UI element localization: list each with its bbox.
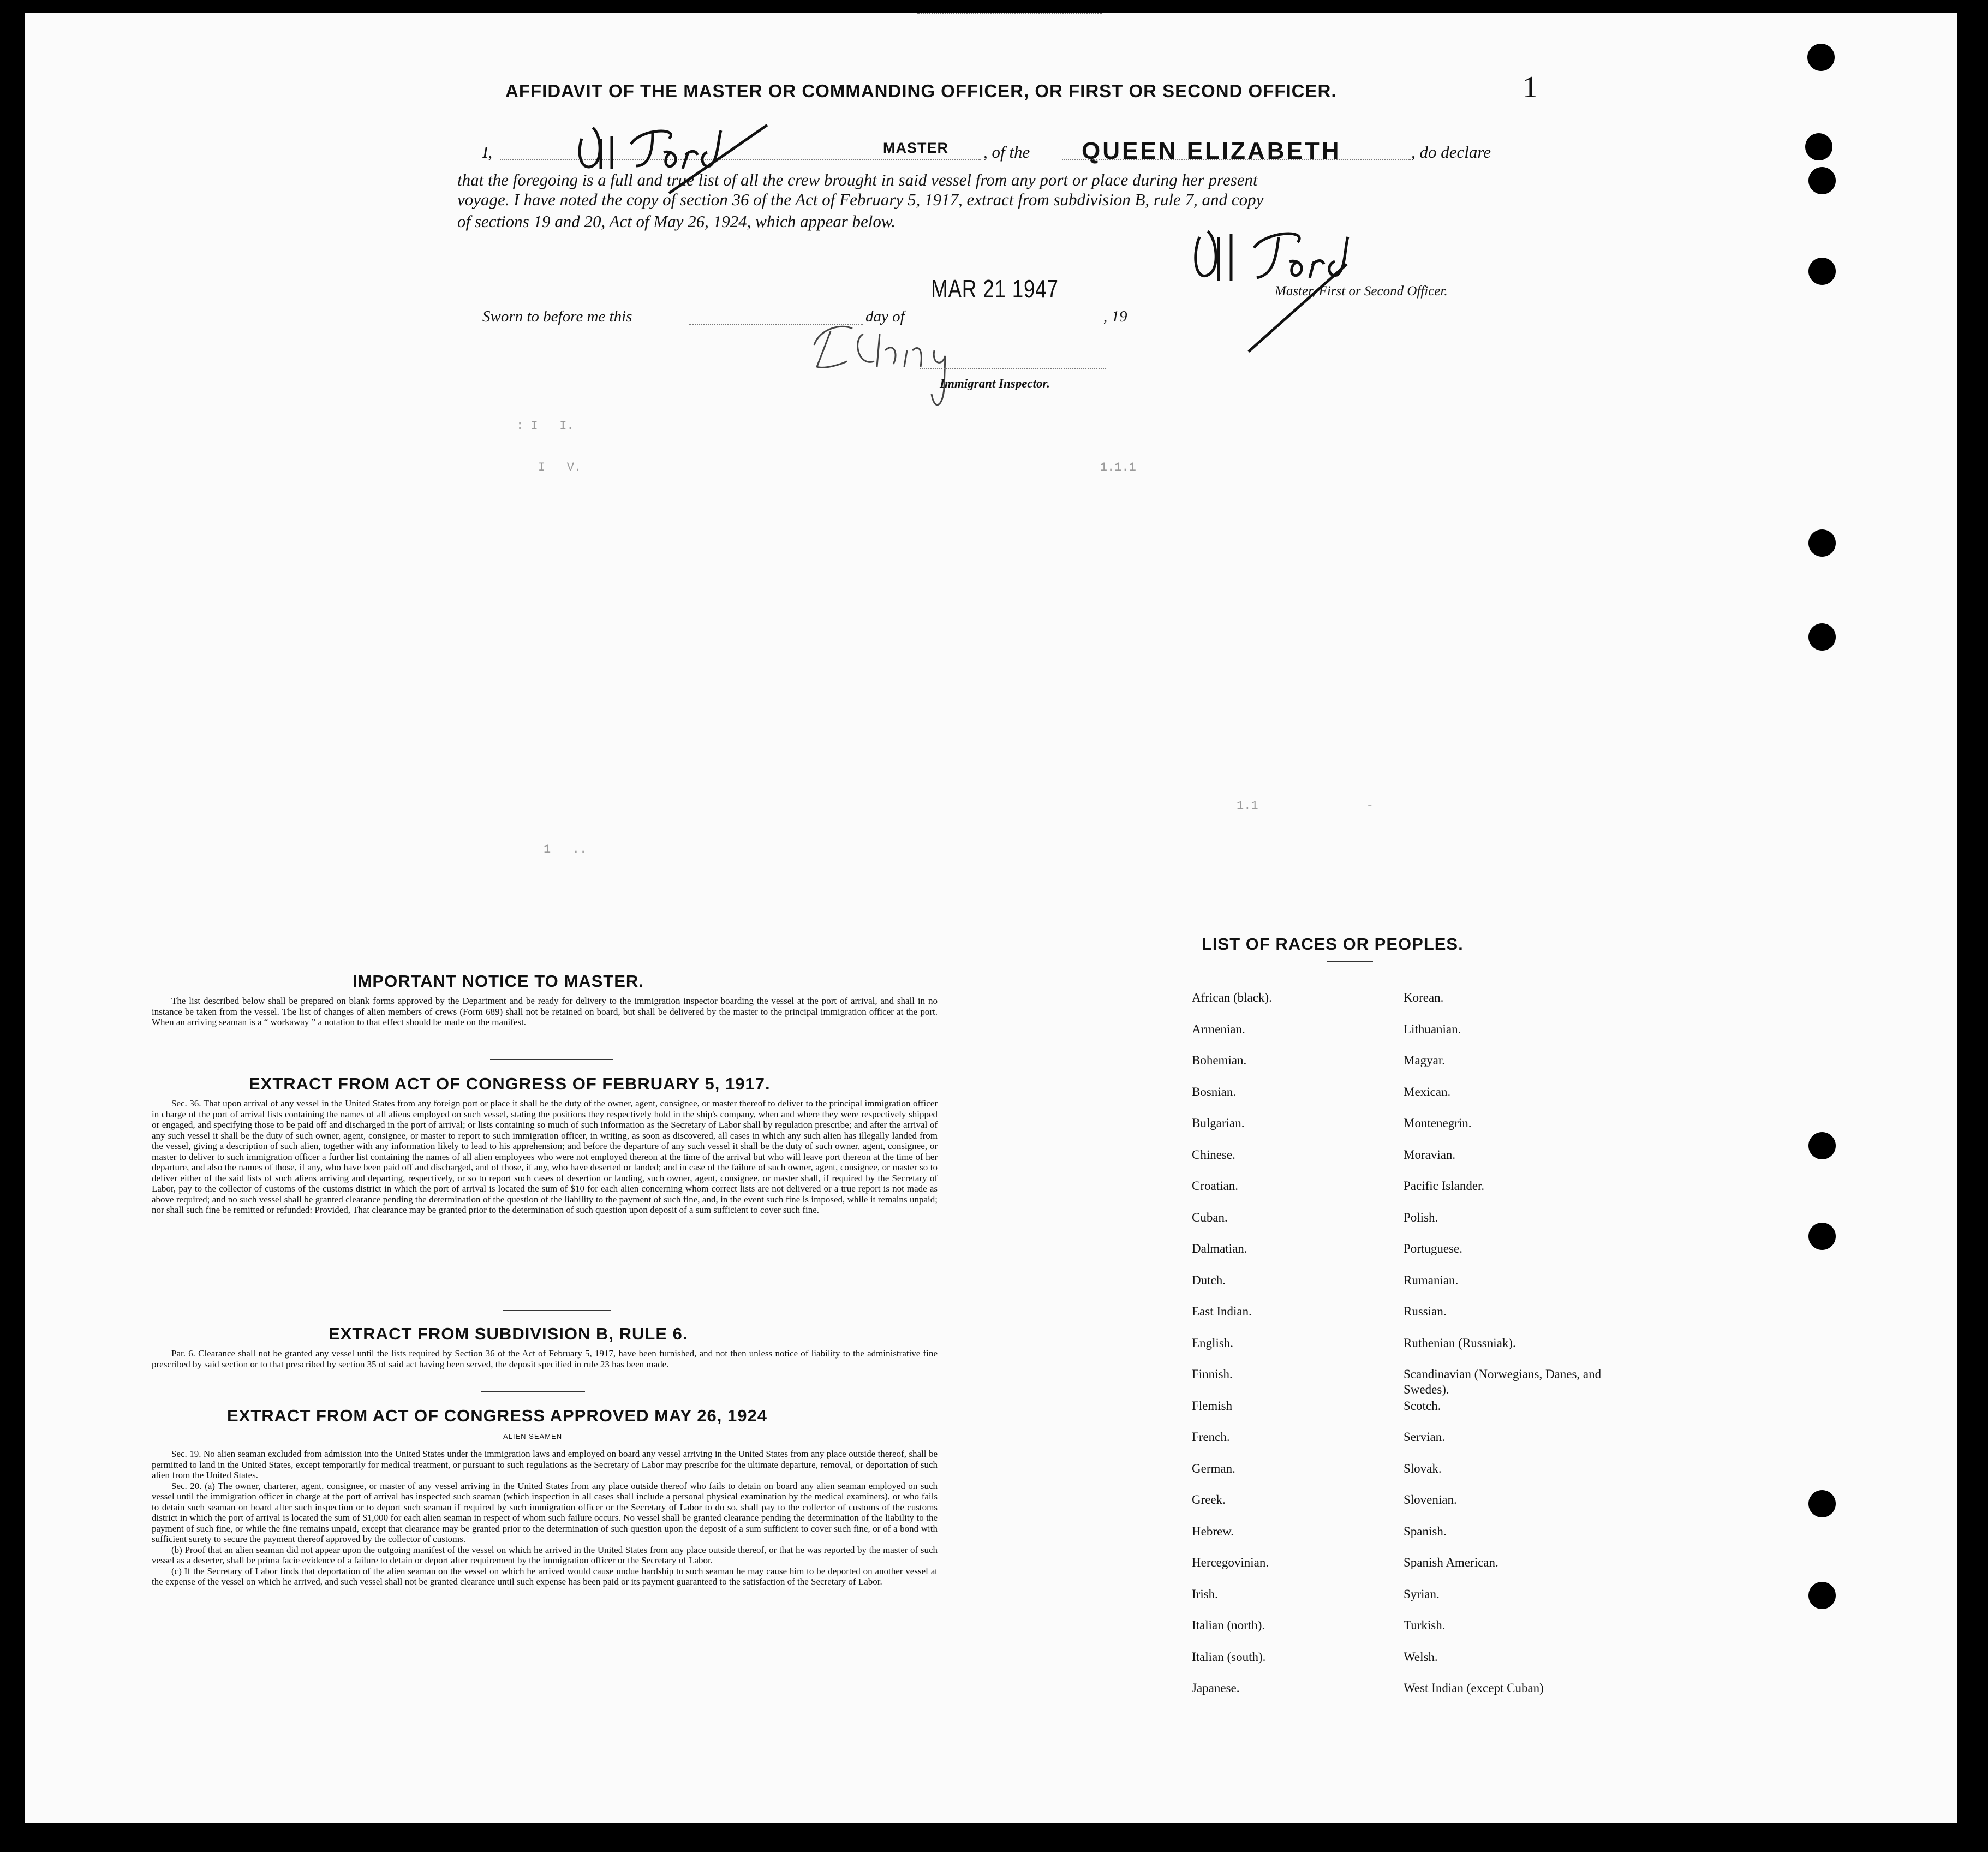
race-item: Armenian. [1192, 1022, 1245, 1036]
race-item: Montenegrin. [1404, 1116, 1472, 1130]
punch-hole [1808, 623, 1836, 651]
race-item: French. [1192, 1430, 1230, 1444]
race-item: Italian (north). [1192, 1618, 1265, 1632]
punch-hole [1808, 1223, 1836, 1250]
divider [503, 1310, 611, 1311]
of-the-text: , of the [983, 142, 1030, 162]
sec20a-paragraph: Sec. 20. (a) The owner, charterer, agent, consignee, or master of any vessel arriving in the United States from any place outside thereof who fails to detain on board any alien seaman employed on such vessel until the immigration officer in charge at the port of arrival has inspected such seaman (which inspection in all cases shall include a personal physical examination by the medical examiners), or who fails to detain such seaman on board after such inspection or to deport such seaman if required by such immigration officer or the Secretary of Labor to do so, shall pay to the collector of customs of the customs district in which the port of arrival is located the sum of $1,000 for each alien seaman in respect of whom such failure occurs. No vessel shall be granted clearance pending the determination of the liability to the payment of such fine, or while the fine remains unpaid, except that clearance may be granted prior to the determination of such question upon the deposit of a sum sufficient to cover such fine, or of a bond with sufficient surety to secure the payment thereof approved by the collector of customs. [152, 1480, 938, 1544]
divider [481, 1391, 585, 1392]
day-of-text: day of [865, 308, 905, 325]
race-item: Irish. [1192, 1587, 1218, 1601]
race-item: Portuguese. [1404, 1242, 1462, 1255]
race-item: Chinese. [1192, 1147, 1235, 1162]
race-item: Polish. [1404, 1210, 1438, 1224]
extract-1924-title: EXTRACT FROM ACT OF CONGRESS APPROVED MAY 26, 1924 [227, 1406, 767, 1425]
race-item: Welsh. [1404, 1649, 1438, 1664]
race-item: East Indian. [1192, 1305, 1252, 1318]
vessel-line [1062, 159, 1411, 160]
race-item: Finnish. [1192, 1367, 1233, 1381]
position-line [883, 159, 981, 160]
races-left-column [1192, 990, 1272, 1712]
race-item: West Indian (except Cuban) [1404, 1681, 1544, 1695]
race-item: Italian (south). [1192, 1649, 1266, 1664]
punch-hole [1808, 167, 1836, 194]
punch-hole [1808, 1582, 1836, 1609]
race-item: English. [1192, 1336, 1234, 1350]
race-item: Cuban. [1192, 1210, 1228, 1224]
race-item: Moravian. [1404, 1147, 1456, 1162]
race-item: Pacific Islander. [1404, 1179, 1485, 1193]
race-item: Ruthenian (Russniak). [1404, 1336, 1516, 1350]
year-prefix: , 19 [1103, 308, 1127, 325]
race-item: Rumanian. [1404, 1273, 1459, 1287]
divider [490, 1059, 613, 1060]
race-item: Spanish. [1404, 1524, 1447, 1538]
affidavit-lead-i: I, [482, 142, 493, 162]
punch-hole [1808, 1490, 1836, 1517]
race-item: Scotch. [1404, 1398, 1441, 1413]
affidavit-body-line2: voyage. I have noted the copy of section 36 of the Act of February 5, 1917, extract from subdivision B, rule 7, and copy [457, 190, 1264, 209]
race-item: Dutch. [1192, 1273, 1226, 1287]
bleed-through-marks: 1.1 - [1237, 799, 1374, 813]
races-title: LIST OF RACES OR PEOPLES. [1202, 934, 1464, 954]
extract-1917-text [152, 1098, 938, 1216]
notice-text [152, 996, 938, 1028]
race-item: Bosnian. [1192, 1085, 1237, 1099]
race-item: Magyar. [1404, 1053, 1446, 1067]
inspector-signature [798, 312, 1005, 421]
master-signature [571, 122, 800, 210]
race-item: Scandinavian (Norwegians, Danes, and Swedes). [1404, 1367, 1602, 1396]
punch-hole [1805, 133, 1832, 160]
race-item: Mexican. [1404, 1085, 1451, 1099]
race-item: Turkish. [1404, 1618, 1446, 1632]
do-declare-text: , do declare [1411, 142, 1491, 162]
extract-1917-paragraph: Sec. 36. That upon arrival of any vessel in the United States from any foreign port or place it shall be the duty of the owner, agent, consignee, or master thereof to deliver to the principal immigration officer in charge of the port of arrival lists containing the names of all aliens employed on such vessel, stating the positions they respectively hold in the ship's company, when and where they were respectively shipped or engaged, and specifying those to be paid off and discharged in the port of arrival; or lists containing so much of such information as the Secretary of Labor shall by regulation prescribe; and after the arrival of any such vessel it shall be the duty of such owner, agent, consignee, or master to report to such immigration officer, in writing, as soon as discovered, all cases in which any such alien has illegally landed from the vessel, giving a description of such alien, together with any information likely to lead to his apprehension; and before the departure of any such vessel it shall be the duty of such owner, agent, consignee, or master to deliver to such immigration officer a further list containing the names of all alien employees who were not employed thereon at the time of the arrival but who will leave port thereon at the time of her departure, and also the names of those, if any, who have been paid off and discharged, and of those, if any, who have deserted or landed; and in case of the failure of such owner, agent, consignee, or master so to deliver either of the said lists of such aliens arriving and departing, respectively, or so to report such cases of desertion or landing, such owner, agent, consignee, or master shall, if required by the Secretary of Labor, pay to the collector of customs of the customs district in which the port of arrival is located the sum of $10 for each alien concerning whom correct lists are not delivered or a true report is not made as above required; and no such vessel shall be granted clearance pending the determination of the question of the liability to the payment of such fine, and, in the event such fine is imposed, while it remains unpaid; nor shall such fine be remitted or refunded: Provided, That clearance may be granted prior to the determination of such question upon deposit of a sum sufficient to cover such fine. [152, 1098, 938, 1215]
sec19-paragraph: Sec. 19. No alien seaman excluded from admission into the United States under the immigration laws and employed on board any vessel arriving in the United States from any place outside thereof, shall be permitted to land in the United States, except temporarily for medical treatment, or pursuant to such regulations as the Secretary of Labor may prescribe for the ultimate departure, removal, or deportation of such alien from the United States. [152, 1449, 938, 1480]
rule6-paragraph: Par. 6. Clearance shall not be granted any vessel until the lists required by Section 36 of the Act of February 5, 1917, have been furnished, and not then unless notice of liability to the administrative fine prescribed by said section or to that prescribed by section 35 of said act having been served, the deposit specified in rule 23 has been made. [152, 1348, 938, 1369]
sworn-text: Sworn to before me this [482, 308, 632, 325]
races-right-column [1404, 990, 1622, 1712]
punch-hole [1808, 529, 1836, 557]
affidavit-body-line1: that the foregoing is a full and true list of all the crew brought in said vessel from any port or place during her present [457, 170, 1258, 189]
sworn-month-line [917, 13, 1102, 14]
page-number: 1 [1523, 70, 1538, 104]
race-item: Hebrew. [1192, 1524, 1234, 1538]
position-label: MASTER [883, 140, 948, 156]
race-item: Bohemian. [1192, 1053, 1247, 1067]
race-item: Flemish [1192, 1398, 1233, 1413]
race-item: Greek. [1192, 1493, 1226, 1506]
punch-hole [1807, 44, 1835, 71]
punch-hole [1808, 258, 1836, 285]
race-item: Japanese. [1192, 1681, 1240, 1695]
affidavit-body-line3: of sections 19 and 20, Act of May 26, 1924, which appear below. [457, 212, 896, 231]
race-item: Slovenian. [1404, 1493, 1457, 1506]
race-item: Bulgarian. [1192, 1116, 1245, 1130]
divider [1327, 961, 1373, 962]
rule6-text [152, 1348, 938, 1369]
vessel-name: QUEEN ELIZABETH [1082, 138, 1341, 164]
signer-title: Master, First or Second Officer. [1275, 284, 1448, 299]
document-page [25, 13, 1957, 1823]
race-item: Hercegovinian. [1192, 1556, 1269, 1569]
inspector-title: Immigrant Inspector. [940, 377, 1050, 390]
extract-1924-subtitle: ALIEN SEAMEN [503, 1432, 563, 1440]
rule6-title: EXTRACT FROM SUBDIVISION B, RULE 6. [329, 1324, 688, 1343]
sec20c-paragraph: (c) If the Secretary of Labor finds that deportation of the alien seaman on the vessel on which he arrived would cause undue hardship to such seaman he may cause him to be deported on another vessel at the expense of the vessel on which he arrived, and such vessel shall not be granted clearance until such expense has been paid or its payment guaranteed to the satisfaction of the Secretary of Labor. [152, 1565, 938, 1587]
race-item: Korean. [1404, 991, 1444, 1004]
notice-title: IMPORTANT NOTICE TO MASTER. [353, 972, 644, 991]
sec20b-paragraph: (b) Proof that an alien seaman did not appear upon the outgoing manifest of the vessel on which he arrived in the United States from any place outside thereof, or that he was reported by the master of such vessel as a deserter, shall be prima facie evidence of a failure to detain or deport after requirement by the immigration officer or the Secretary of Labor. [152, 1544, 938, 1565]
race-item: Croatian. [1192, 1179, 1238, 1193]
race-item: African (black). [1192, 991, 1272, 1004]
race-item: Syrian. [1404, 1587, 1440, 1601]
race-item: German. [1192, 1461, 1235, 1475]
bleed-through-marks: : I I. [516, 419, 574, 433]
extract-1917-title: EXTRACT FROM ACT OF CONGRESS OF FEBRUARY 5, 1917. [249, 1074, 771, 1093]
race-item: Slovak. [1404, 1461, 1442, 1475]
extract-1924-text [152, 1449, 938, 1587]
notice-paragraph: The list described below shall be prepared on blank forms approved by the Department and be ready for delivery to the immigration inspector boarding the vessel at the port of arrival, and shall in no instance be taken from the vessel. The list of changes of alien members of crews (Form 689) shall not be retained on board, but shall be delivered by the master to the principal immigration officer at the port. When an arriving seaman is a “ workaway ” a notation to that effect should be made on the manifest. [152, 996, 938, 1027]
bleed-through-marks: 1 .. [544, 843, 587, 856]
race-item: Dalmatian. [1192, 1242, 1247, 1255]
punch-hole [1808, 1132, 1836, 1159]
race-item: Lithuanian. [1404, 1022, 1461, 1036]
date-stamp: MAR 21 1947 [931, 275, 1059, 303]
race-item: Russian. [1404, 1305, 1447, 1318]
race-item: Spanish American. [1404, 1556, 1499, 1569]
race-item: Servian. [1404, 1430, 1446, 1444]
affidavit-title: AFFIDAVIT OF THE MASTER OR COMMANDING OFFICER, OR FIRST OR SECOND OFFICER. [505, 81, 1337, 101]
bleed-through-marks: I V. 1.1.1 [538, 461, 1136, 474]
inspector-line [920, 368, 1106, 369]
